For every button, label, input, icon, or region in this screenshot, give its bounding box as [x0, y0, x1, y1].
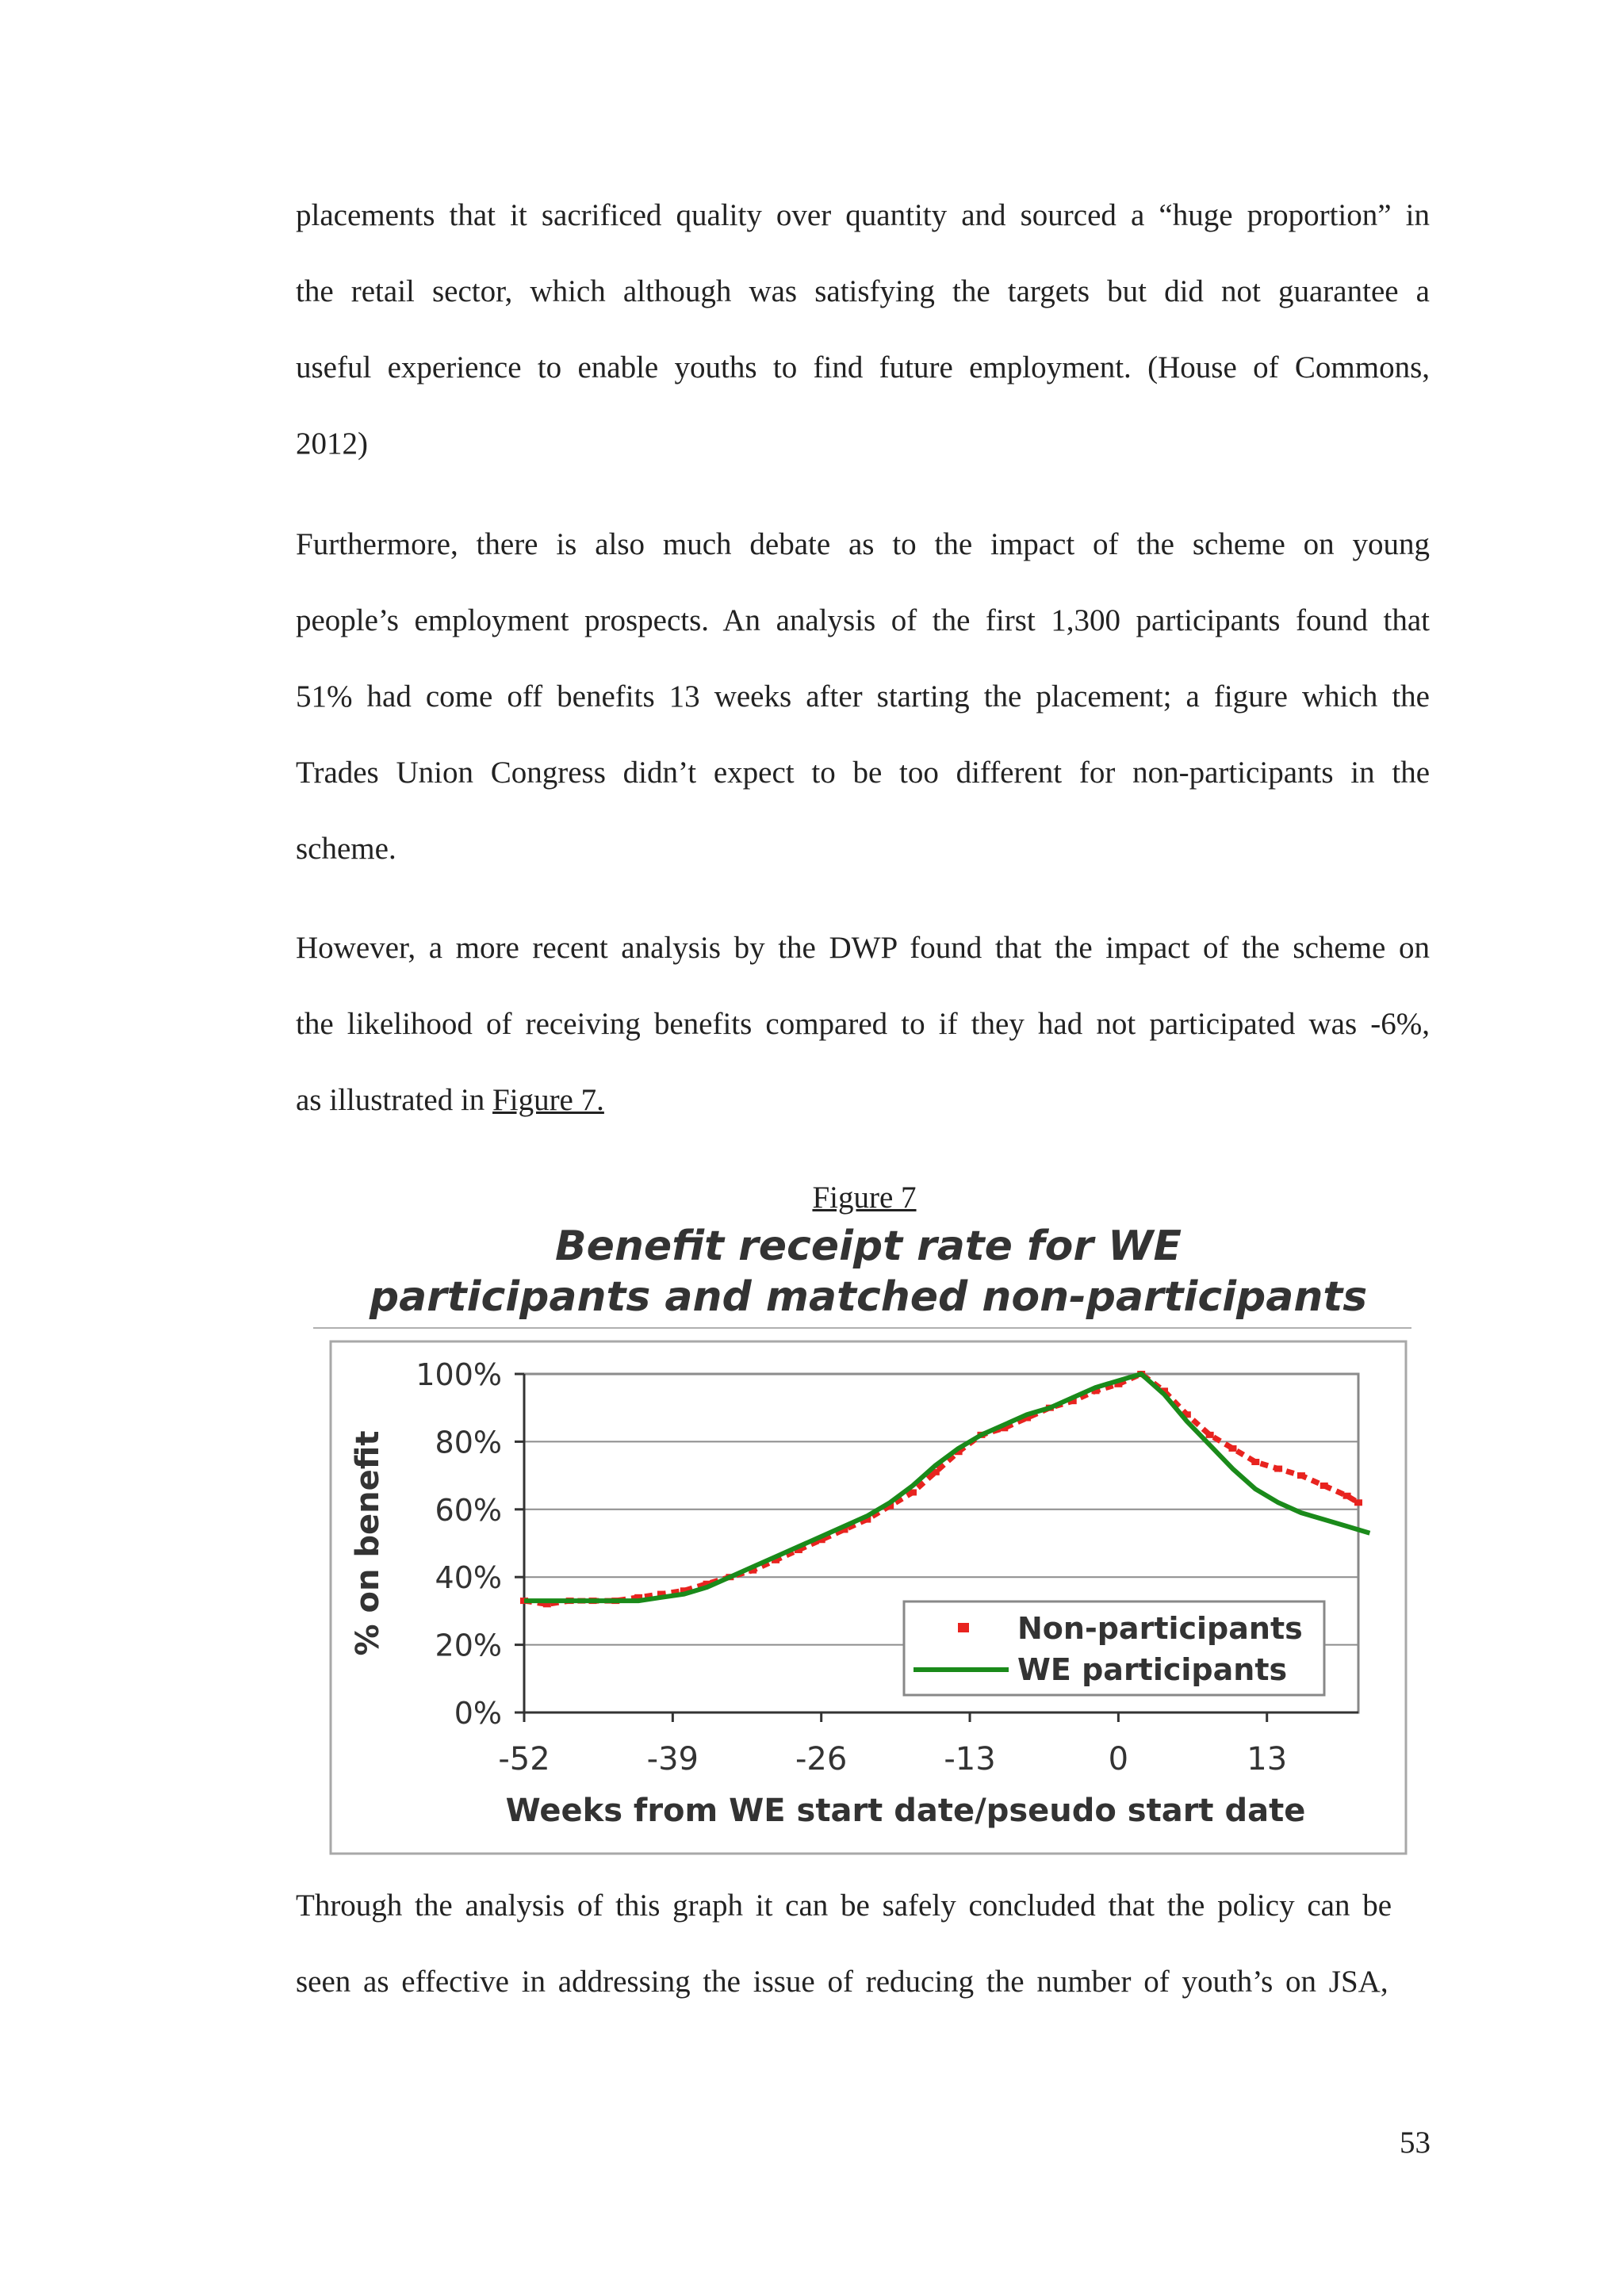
x-tick-label: -26: [795, 1741, 848, 1777]
text-line: scheme.: [296, 832, 396, 866]
figure-caption: Figure 7: [812, 1181, 917, 1215]
data-point-non-participants: [1206, 1432, 1214, 1438]
data-point-non-participants: [1274, 1466, 1282, 1472]
text-line: people’s employment prospects. An analysis of the first 1,300 participants found that: [296, 603, 1430, 637]
text-line: the likelihood of receiving benefits compared to if they had not participated was -6%,: [296, 1007, 1430, 1041]
paragraph-employment-prospects: [296, 507, 1430, 887]
text-line: Through the analysis of this graph it can be safely concluded that the policy can be: [296, 1888, 1392, 1923]
y-tick-label: 80%: [435, 1425, 502, 1460]
chart-title-line-2: participants and matched non-participants: [369, 1273, 1368, 1321]
figure-7-link[interactable]: Figure 7.: [492, 1083, 604, 1117]
y-tick-label: 0%: [454, 1696, 502, 1731]
chart-title: [313, 1221, 1423, 1322]
data-point-non-participants: [1320, 1483, 1328, 1489]
text-line: seen as effective in addressing the issue of reducing the number of youth’s on JSA,: [296, 1965, 1388, 1999]
chart-title-line-1: Benefit receipt rate for WE: [554, 1223, 1182, 1270]
text-line: placements that it sacrificed quality over quantity and sourced a “huge proportion” in: [296, 198, 1430, 232]
paragraph-retail-placements: [296, 178, 1430, 482]
legend-label-non-participants: Non-participants: [1017, 1611, 1303, 1646]
text-line: the retail sector, which although was satisfying the targets but did not guarantee a: [296, 274, 1430, 308]
text-line: Trades Union Congress didn’t expect to be too different for non-participants in the: [296, 756, 1430, 790]
y-tick-label: 100%: [416, 1357, 502, 1392]
paragraph-conclusion: [296, 1868, 1430, 2020]
data-point-non-participants: [1343, 1493, 1351, 1499]
x-tick-label: -13: [944, 1741, 996, 1777]
data-point-non-participants: [1297, 1472, 1305, 1479]
x-tick-label: 13: [1247, 1741, 1288, 1777]
y-axis-label: % on benefit: [350, 1430, 386, 1656]
text-fragment: as illustrated in: [296, 1083, 493, 1117]
text-line: 51% had come off benefits 13 weeks after starting the placement; a figure which the: [296, 679, 1430, 714]
text-line: Furthermore, there is also much debate as to the impact of the scheme on young: [296, 527, 1430, 561]
x-tick-label: 0: [1108, 1741, 1129, 1777]
y-tick-label: 60%: [435, 1492, 502, 1528]
benefit-receipt-chart: [329, 1340, 1408, 1855]
y-tick-label: 20%: [435, 1628, 502, 1663]
legend-marker-non-participants: [958, 1623, 969, 1632]
x-tick-label: -52: [498, 1741, 550, 1777]
x-tick-label: -39: [646, 1741, 699, 1777]
text-line: useful experience to enable youths to find future employment. (House of Commons,: [296, 350, 1430, 385]
legend-label-we-participants: WE participants: [1017, 1652, 1288, 1687]
chart-title-divider: [313, 1327, 1411, 1329]
text-line: 2012): [296, 427, 368, 461]
page-number: 53: [1400, 2126, 1431, 2160]
paragraph-dwp-analysis: [296, 910, 1430, 1138]
data-point-non-participants: [1354, 1499, 1362, 1506]
data-point-non-participants: [1251, 1459, 1259, 1465]
text-line: However, a more recent analysis by the DWP found that the impact of the scheme on: [296, 931, 1430, 965]
y-tick-label: 40%: [435, 1560, 502, 1596]
x-axis-label: Weeks from WE start date/pseudo start date: [505, 1793, 1306, 1829]
data-point-non-participants: [1228, 1445, 1236, 1452]
text-line: [296, 1062, 1430, 1138]
